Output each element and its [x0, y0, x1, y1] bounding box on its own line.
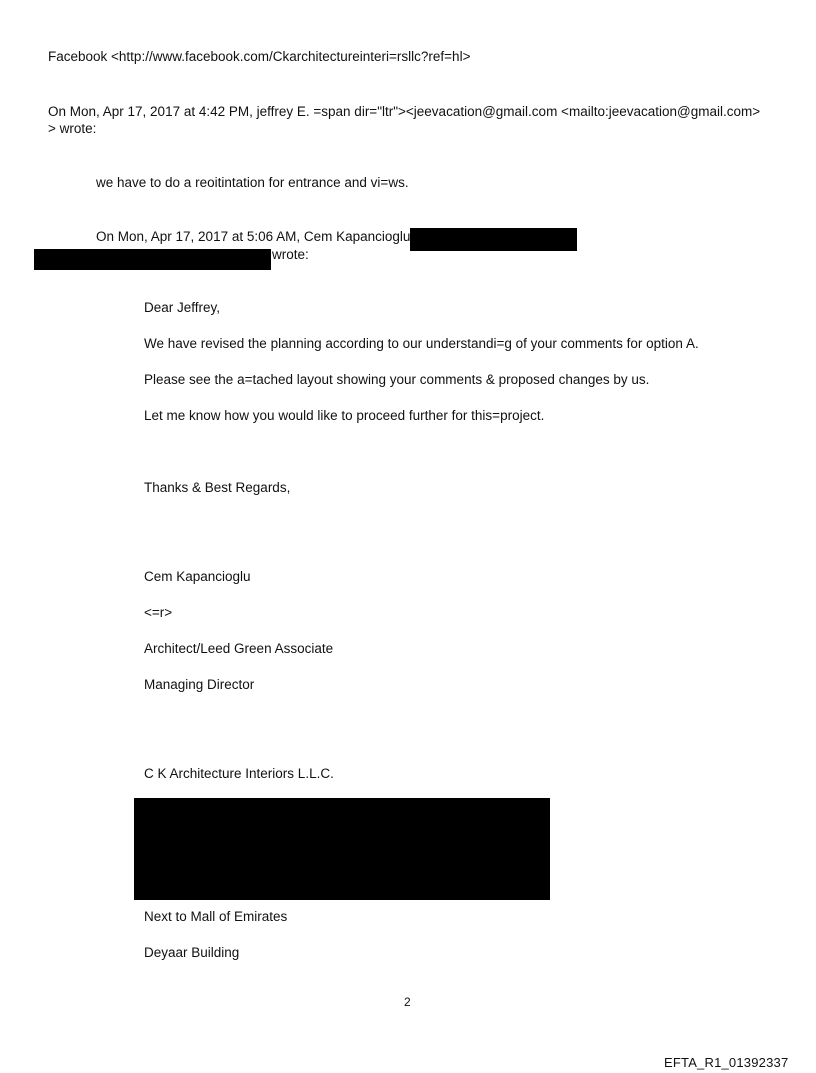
redaction-block-email — [410, 228, 577, 251]
signature-title-2: Managing Director — [144, 677, 255, 692]
quote-header-1: On Mon, Apr 17, 2017 at 4:42 PM, jeffrey E. =span dir="ltr"><jeevacation@gmail.com <mailto:jeevacation@gmail.com> — [48, 104, 761, 119]
signature-company: C K Architecture Interiors L.L.C. — [144, 766, 334, 781]
quote-header-1-cont: > wrote: — [48, 121, 97, 136]
signature-tag: <=r> — [144, 605, 173, 620]
signature-name: Cem Kapancioglu — [144, 569, 251, 584]
redaction-block-email-cont — [34, 249, 271, 270]
message-paragraph-2: Please see the a=tached layout showing your comments & proposed changes by us. — [144, 372, 650, 387]
facebook-link-line: Facebook <http://www.facebook.com/Ckarchitectureinteri=rsllc?ref=hl> — [48, 49, 471, 64]
quote-header-2: On Mon, Apr 17, 2017 at 5:06 AM, Cem Kapancioglu — [96, 229, 411, 244]
quote-header-2-wrote: wrote: — [272, 247, 309, 262]
signature-address-2: Deyaar Building — [144, 945, 240, 960]
redaction-block-address — [134, 798, 550, 900]
signature-address-1: Next to Mall of Emirates — [144, 909, 288, 924]
message-paragraph-3: Let me know how you would like to proceed further for this=project. — [144, 408, 545, 423]
signature-title-1: Architect/Leed Green Associate — [144, 641, 334, 656]
closing: Thanks & Best Regards, — [144, 480, 291, 495]
greeting: Dear Jeffrey, — [144, 300, 221, 315]
page-number: 2 — [404, 995, 411, 1009]
message-paragraph-1: We have revised the planning according to our understandi=g of your comments for option A. — [144, 336, 699, 351]
reply-text: we have to do a reoitintation for entrance and vi=ws. — [96, 175, 409, 190]
document-id: EFTA_R1_01392337 — [664, 1055, 789, 1070]
